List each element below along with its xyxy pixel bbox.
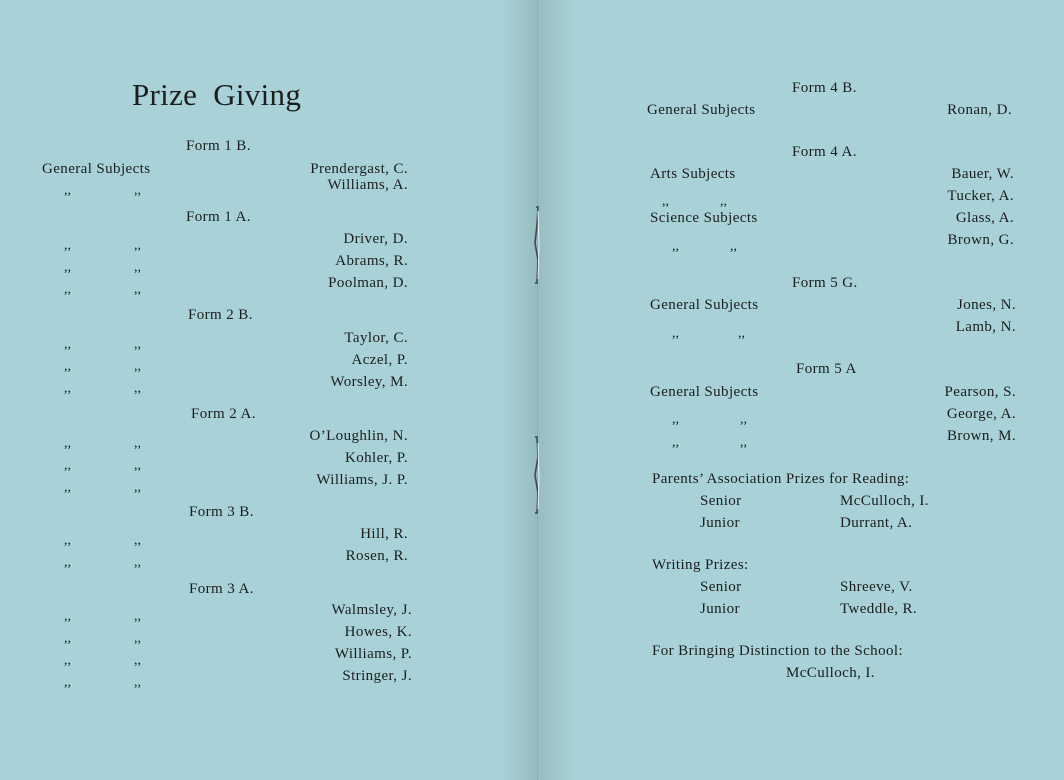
form-heading: Form 3 A. xyxy=(189,581,254,597)
prize-winner-name: Hill, R. xyxy=(360,526,408,542)
right-page xyxy=(540,0,1064,780)
prize-winner-name: Lamb, N. xyxy=(955,319,1016,335)
prize-winner-name: Brown, M. xyxy=(946,428,1016,444)
ditto-mark: ,, xyxy=(672,239,679,254)
ditto-mark: ,, xyxy=(64,458,71,473)
ditto-mark: ,, xyxy=(134,631,141,646)
ditto-mark: ,, xyxy=(134,458,141,473)
prize-level-label: Junior xyxy=(700,515,740,531)
prize-level-label: Junior xyxy=(700,601,740,617)
ditto-mark: ,, xyxy=(134,381,141,396)
subject-label: Science Subjects xyxy=(650,210,758,226)
ditto-mark: ,, xyxy=(740,435,747,450)
prize-winner-name: McCulloch, I. xyxy=(840,493,929,509)
ditto-mark: ,, xyxy=(64,533,71,548)
ditto-mark: ,, xyxy=(672,412,679,427)
subject-label: General Subjects xyxy=(650,297,759,313)
form-heading: Form 3 B. xyxy=(189,504,254,520)
prize-winner-name: George, A. xyxy=(946,406,1016,422)
ditto-mark: ,, xyxy=(64,653,71,668)
ditto-mark: ,, xyxy=(134,675,141,690)
ditto-mark: ,, xyxy=(730,239,737,254)
prize-level-label: Senior xyxy=(700,579,742,595)
ditto-mark: ,, xyxy=(662,194,669,209)
title-word-prize: Prize xyxy=(132,77,198,112)
ditto-mark: ,, xyxy=(672,326,679,341)
ditto-mark: ,, xyxy=(64,675,71,690)
prize-winner-name: Durrant, A. xyxy=(840,515,913,531)
ditto-mark: ,, xyxy=(64,238,71,253)
prize-winner-name: Shreeve, V. xyxy=(840,579,913,595)
form-heading: Form 1 B. xyxy=(186,138,251,154)
subject-label: General Subjects xyxy=(42,161,151,177)
form-heading: Form 5 G. xyxy=(792,275,858,291)
ditto-mark: ,, xyxy=(64,555,71,570)
ditto-mark: ,, xyxy=(134,609,141,624)
prize-winner-name: Bauer, W. xyxy=(951,166,1014,182)
ditto-mark: ,, xyxy=(134,359,141,374)
prize-winner-name: Williams, A. xyxy=(327,177,408,193)
form-heading: Form 4 B. xyxy=(792,80,857,96)
prize-winner-name: Worsley, M. xyxy=(330,374,408,390)
prize-winner-name: Pearson, S. xyxy=(944,384,1016,400)
prize-winner-name: Abrams, R. xyxy=(335,253,408,269)
ditto-mark: ,, xyxy=(134,183,141,198)
prize-winner-name: Glass, A. xyxy=(955,210,1014,226)
ditto-mark: ,, xyxy=(64,260,71,275)
prize-winner-name: Tweddle, R. xyxy=(840,601,918,617)
ditto-mark: ,, xyxy=(720,194,727,209)
ditto-mark: ,, xyxy=(738,326,745,341)
reading-prizes-heading: Parents’ Association Prizes for Reading: xyxy=(652,471,910,487)
prize-winner-name: Howes, K. xyxy=(344,624,412,640)
prize-winner-name: McCulloch, I. xyxy=(786,665,875,681)
prize-winner-name: Driver, D. xyxy=(343,231,408,247)
form-heading: Form 2 B. xyxy=(188,307,253,323)
subject-label: Arts Subjects xyxy=(650,166,736,182)
ditto-mark: ,, xyxy=(64,381,71,396)
ditto-mark: ,, xyxy=(134,555,141,570)
prize-winner-name: Jones, N. xyxy=(956,297,1016,313)
ditto-mark: ,, xyxy=(64,609,71,624)
distinction-heading: For Bringing Distinction to the School: xyxy=(652,643,904,659)
ditto-mark: ,, xyxy=(134,238,141,253)
ditto-mark: ,, xyxy=(64,359,71,374)
prize-winner-name: Brown, G. xyxy=(947,232,1014,248)
title-word-giving: Giving xyxy=(213,77,302,112)
prize-winner-name: Stringer, J. xyxy=(342,668,412,684)
form-heading: Form 1 A. xyxy=(186,209,251,225)
ditto-mark: ,, xyxy=(64,436,71,451)
prize-winner-name: Williams, J. P. xyxy=(316,472,408,488)
prize-winner-name: Taylor, C. xyxy=(344,330,408,346)
writing-prizes-heading: Writing Prizes: xyxy=(652,557,749,573)
ditto-mark: ,, xyxy=(64,282,71,297)
prize-winner-name: Tucker, A. xyxy=(947,188,1014,204)
prize-winner-name: Aczel, P. xyxy=(351,352,408,368)
prize-winner-name: Poolman, D. xyxy=(328,275,408,291)
prize-winner-name: Prendergast, C. xyxy=(310,161,408,177)
ditto-mark: ,, xyxy=(672,435,679,450)
prize-winner-name: Walmsley, J. xyxy=(331,602,412,618)
ditto-mark: ,, xyxy=(134,480,141,495)
ditto-mark: ,, xyxy=(134,282,141,297)
prize-winner-name: Kohler, P. xyxy=(345,450,408,466)
ditto-mark: ,, xyxy=(64,631,71,646)
prize-winner-name: Rosen, R. xyxy=(345,548,408,564)
ditto-mark: ,, xyxy=(740,412,747,427)
ditto-mark: ,, xyxy=(134,653,141,668)
ditto-mark: ,, xyxy=(134,260,141,275)
prize-winner-name: O’Loughlin, N. xyxy=(309,428,408,444)
prize-winner-name: Ronan, D. xyxy=(947,102,1012,118)
booklet-spine xyxy=(537,0,538,780)
ditto-mark: ,, xyxy=(134,436,141,451)
form-heading: Form 4 A. xyxy=(792,144,857,160)
page-title xyxy=(132,76,301,114)
ditto-mark: ,, xyxy=(64,183,71,198)
subject-label: General Subjects xyxy=(647,102,756,118)
prize-level-label: Senior xyxy=(700,493,742,509)
form-heading: Form 2 A. xyxy=(191,406,256,422)
ditto-mark: ,, xyxy=(64,480,71,495)
ditto-mark: ,, xyxy=(64,337,71,352)
form-heading: Form 5 A xyxy=(796,361,857,377)
ditto-mark: ,, xyxy=(134,337,141,352)
ditto-mark: ,, xyxy=(134,533,141,548)
prize-winner-name: Williams, P. xyxy=(334,646,412,662)
subject-label: General Subjects xyxy=(650,384,759,400)
